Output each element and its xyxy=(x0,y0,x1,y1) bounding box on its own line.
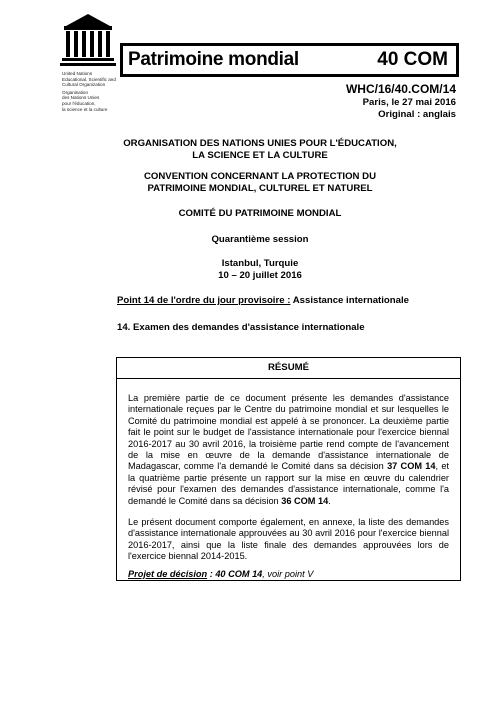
org-line-1: United Nations xyxy=(62,71,93,76)
draft-decision xyxy=(124,569,453,580)
draft-decision-tail: , voir point V xyxy=(262,568,314,579)
organization-title-line-2: LA SCIENCE ET LA CULTURE xyxy=(192,150,328,161)
convention-title-line-2: PATRIMOINE MONDIAL, CULTUREL ET NATUREL xyxy=(147,183,373,194)
decision-ref-36: 36 COM 14 xyxy=(281,495,329,506)
summary-box xyxy=(116,357,461,581)
unesco-organization-text xyxy=(62,71,122,114)
header-session-code: 40 COM xyxy=(377,49,448,70)
committee-title xyxy=(60,208,460,220)
summary-p1-text-e: . xyxy=(328,495,331,506)
org-fr-line-3: pour l'éducation, xyxy=(62,100,96,106)
item-heading: 14. Examen des demandes d'assistance internationale xyxy=(117,322,365,333)
unesco-logo xyxy=(60,12,116,68)
org-fr-line-1: Organisation xyxy=(62,89,89,95)
summary-p1-text-a: La première partie de ce document présente les demandes d'assistance internationale reçues par le Centre du patrimoine mondial et sur lesquelles le Comité du patrimoine mondial est appelé à se prononcer. La deuxième partie fait le point sur le budget de l'assistance internationale pour l'exercice biennal 2016-2017 au 30 avril 2016, la troisième partie rend compte de l'avancement de la mise en œuvre de la demande d'assistance internationale de Madagascar, comme l'a demandé le Comité dans sa décision xyxy=(128,393,449,472)
summary-title: RÉSUMÉ xyxy=(267,362,310,373)
organization-title-line-1: ORGANISATION DES NATIONS UNIES POUR L'ÉDUCATION, xyxy=(123,138,397,149)
draft-decision-separator: : xyxy=(207,568,216,579)
header-title: Patrimoine mondial xyxy=(128,49,299,70)
draft-decision-label: Projet de décision xyxy=(128,568,208,579)
location-dates: 10 – 20 juillet 2016 xyxy=(218,270,302,281)
document-reference xyxy=(346,81,456,120)
org-fr-line-4: la science et la culture xyxy=(62,106,108,112)
committee-name: COMITÉ DU PATRIMOINE MONDIAL xyxy=(178,208,342,219)
original-language: Original : anglais xyxy=(378,108,456,120)
session-title xyxy=(60,234,460,246)
session-name: Quarantième session xyxy=(211,234,309,245)
convention-title xyxy=(60,171,460,195)
summary-p1-text-c: , et la quatrième partie présente un rapport sur la mise en œuvre du calendrier révisé pour l'examen des demandes d'assistance internationale, comme l'a demandé le Comité dans sa décision xyxy=(128,461,449,506)
org-fr-line-2: des Nations Unies xyxy=(62,95,100,101)
org-line-2: Educational, Scientific and xyxy=(62,76,116,82)
agenda-value: Assistance internationale xyxy=(290,295,409,306)
summary-paragraph-1 xyxy=(124,393,453,507)
agenda-item xyxy=(117,295,409,306)
agenda-label: Point 14 de l'ordre du jour provisoire : xyxy=(117,295,291,306)
decision-ref-37: 37 COM 14 xyxy=(387,461,436,472)
draft-decision-code: 40 COM 14 xyxy=(215,568,263,579)
session-location xyxy=(60,258,460,282)
document-header-box xyxy=(120,43,459,77)
summary-divider xyxy=(117,378,460,379)
convention-title-line-1: CONVENTION CONCERNANT LA PROTECTION DU xyxy=(143,171,377,182)
organization-title xyxy=(60,138,460,162)
summary-paragraph-2: Le présent document comporte également, en annexe, la liste des demandes d'assistance internationale approuvées au 30 avril 2016 pour l'exercice biennal 2016-2017, ainsi que la liste finale des demandes approuvées lors de l'exercice biennal 2014-2015. xyxy=(128,517,449,562)
place-date: Paris, le 27 mai 2016 xyxy=(362,97,456,108)
document-code: WHC/16/40.COM/14 xyxy=(345,82,456,96)
org-line-3: Cultural Organization xyxy=(62,82,106,88)
location-city: Istanbul, Turquie xyxy=(221,258,299,269)
unesco-temple-icon xyxy=(60,12,116,68)
